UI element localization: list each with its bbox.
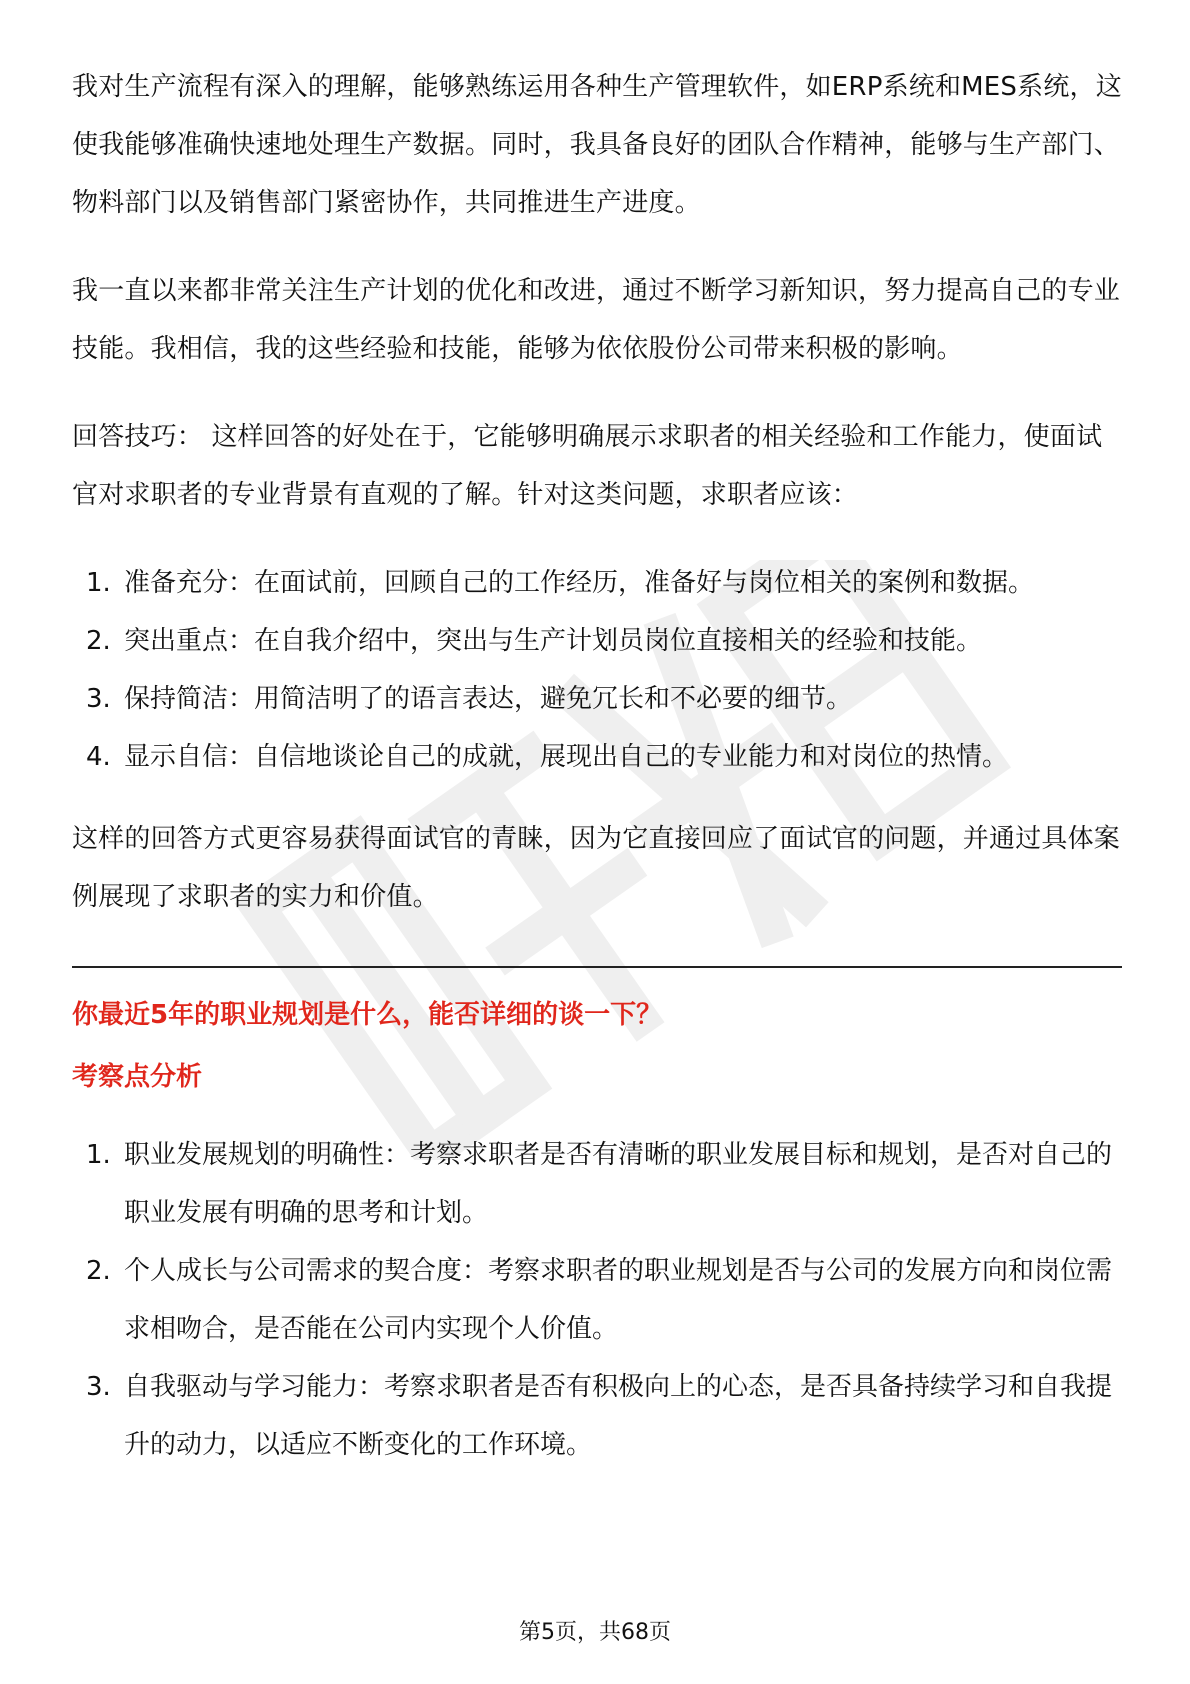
list-item [86, 554, 1122, 612]
list-text: 自我驱动与学习能力：考察求职者是否有积极向上的心态，是否具备持续学习和自我提升的动力，以适应不断变化的工作环境。 [124, 1372, 1113, 1460]
list-text: 保持简洁：用简洁明了的语言表达，避免冗长和不必要的细节。 [124, 684, 853, 714]
list-item [86, 1242, 1122, 1358]
tips-list [72, 554, 1122, 786]
list-text: 个人成长与公司需求的契合度：考察求职者的职业规划是否与公司的发展方向和岗位需求相吻合，是否能在公司内实现个人价值。 [124, 1256, 1113, 1344]
analysis-heading: 考察点分析 [72, 1062, 203, 1092]
paragraph-conclusion: 这样的回答方式更容易获得面试官的青睐，因为它直接回应了面试官的问题，并通过具体案例展现了求职者的实力和价值。 [72, 824, 1121, 912]
list-text: 准备充分：在面试前，回顾自己的工作经历，准备好与岗位相关的案例和数据。 [124, 568, 1035, 598]
main-content [72, 58, 1122, 1498]
paragraph-experience: 我对生产流程有深入的理解，能够熟练运用各种生产管理软件，如ERP系统和MES系统，这使我能够准确快速地处理生产数据。同时，我具备良好的团队合作精神，能够与生产部门、物料部门以及销售部门紧密协作，共同推进生产进度。 [72, 72, 1122, 218]
list-number: 2. [86, 1256, 111, 1286]
list-text: 职业发展规划的明确性：考察求职者是否有清晰的职业发展目标和规划，是否对自己的职业发展有明确的思考和计划。 [124, 1140, 1113, 1228]
list-number: 4. [86, 742, 111, 772]
list-text: 突出重点：在自我介绍中，突出与生产计划员岗位直接相关的经验和技能。 [124, 626, 983, 656]
list-item [86, 1126, 1122, 1242]
list-number: 3. [86, 684, 111, 714]
list-item [86, 728, 1122, 786]
list-number: 1. [86, 568, 111, 598]
section-divider [72, 966, 1122, 968]
paragraph-improvement: 我一直以来都非常关注生产计划的优化和改进，通过不断学习新知识，努力提高自己的专业技能。我相信，我的这些经验和技能，能够为依依股份公司带来积极的影响。 [72, 276, 1121, 364]
list-item [86, 670, 1122, 728]
list-number: 2. [86, 626, 111, 656]
analysis-list [72, 1126, 1122, 1474]
page-number: 第5页，共68页 [519, 1620, 671, 1645]
paragraph-answer-tips: 回答技巧： 这样回答的好处在于，它能够明确展示求职者的相关经验和工作能力，使面试官对求职者的专业背景有直观的了解。针对这类问题，求职者应该： [72, 422, 1103, 510]
list-number: 1. [86, 1140, 111, 1170]
list-number: 3. [86, 1372, 111, 1402]
question-heading: 你最近5年的职业规划是什么，能否详细的谈一下？ [72, 1000, 663, 1030]
list-item [86, 612, 1122, 670]
list-text: 显示自信：自信地谈论自己的成就，展现出自己的专业能力和对岗位的热情。 [124, 742, 1009, 772]
list-item [86, 1358, 1122, 1474]
